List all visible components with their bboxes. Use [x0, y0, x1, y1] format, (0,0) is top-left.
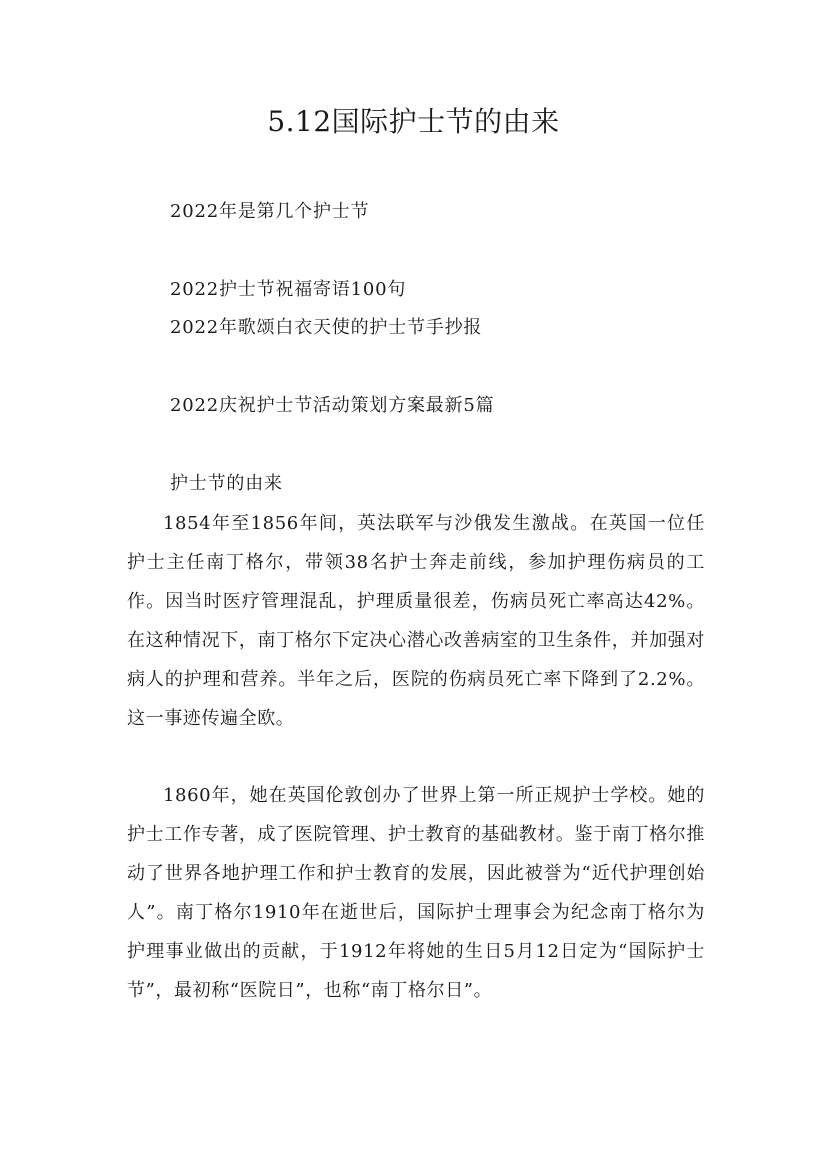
related-link-4[interactable]: 2022庆祝护士节活动策划方案最新5篇 [170, 395, 495, 416]
related-link-2[interactable]: 2022护士节祝福寄语100句 [170, 279, 407, 300]
related-link-3[interactable]: 2022年歌颂白衣天使的护士节手抄报 [170, 317, 483, 338]
page-title: 5.12国际护士节的由来 [267, 105, 560, 138]
paragraph-1: 1854年至1856年间，英法联军与沙俄发生激战。在英国一位任护士主任南丁格尔，带领38名护士奔走前线，参加护理伤病员的工作。因当时医疗管理混乱，护理质量很差，伤病员死亡率高达42%。在这种情况下，南丁格尔下定决心潜心改善病室的卫生条件，并加强对病人的护理和营养。半年之后，医院的伤病员死亡率下降到了2.2%。这一事迹传遍全欧。 [127, 513, 705, 729]
related-link-1[interactable]: 2022年是第几个护士节 [170, 201, 370, 222]
paragraph-2: 1860年，她在英国伦敦创办了世界上第一所正规护士学校。她的护士工作专著，成了医院管理、护士教育的基础教材。鉴于南丁格尔推动了世界各地护理工作和护士教育的发展，因此被誉为“近代护理创始人”。南丁格尔1910年在逝世后，国际护士理事会为纪念南丁格尔为护理事业做出的贡献，于1912年将她的生日5月12日定为“国际护士节”，最初称“医院日”，也称“南丁格尔日”。 [127, 785, 705, 1001]
section-heading: 护士节的由来 [170, 473, 283, 494]
